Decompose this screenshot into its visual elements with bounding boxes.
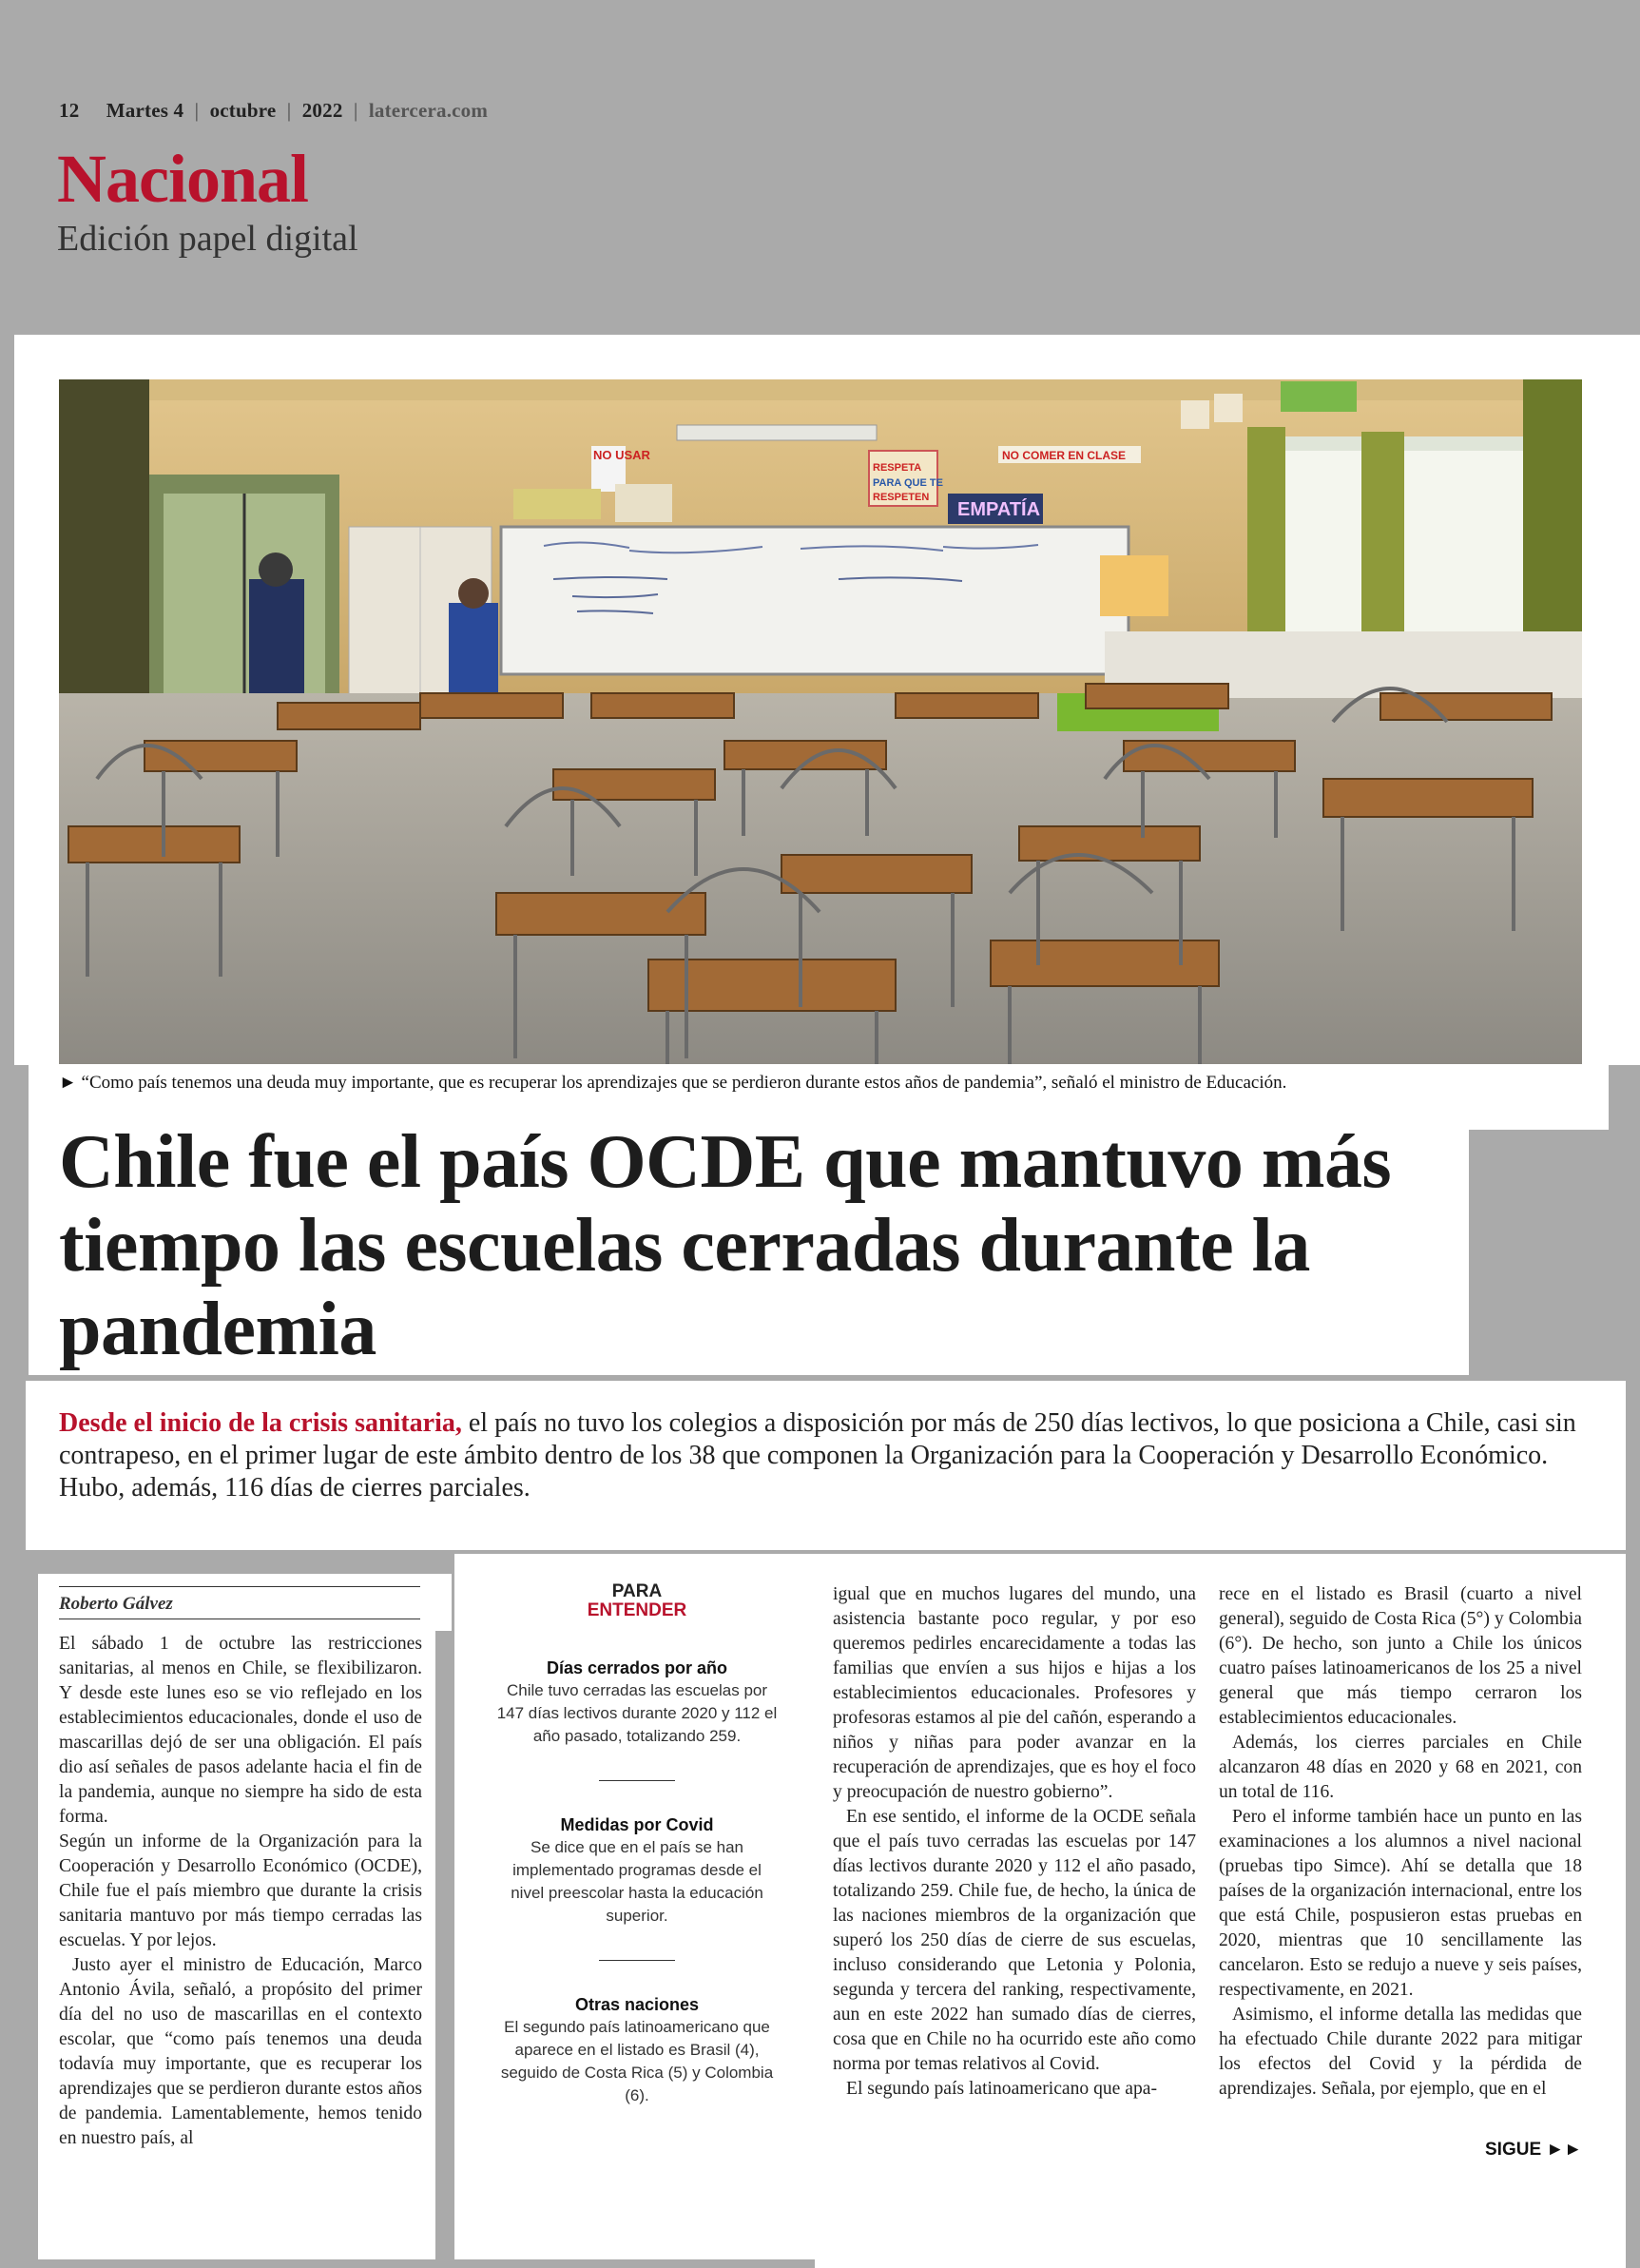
svg-text:PARA QUE TE: PARA QUE TE xyxy=(873,477,943,489)
para-entender-sidebar xyxy=(494,1582,780,2107)
svg-text:RESPETEN: RESPETEN xyxy=(873,492,930,503)
lede-text: el país no tuvo los colegios a disposición por más de 250 días lectivos, lo que posiciona a Chile, casi sin contrapeso, en el primer lugar de este ámbito dentro de los 38 que componen la Organización para la Cooperación y Desarrollo Económico. Hubo, además, 116 días de cierres parciales. xyxy=(59,1408,1576,1502)
paragraph: En ese sentido, el informe de la OCDE señala que el país tuvo cerradas las escuelas por 147 días lectivos durante 2020 y 112 el año pasado, totalizando 259. Chile fue, de hecho, la única de las naciones miembros de la organización que superó los 250 días de cierre de sus escuelas, incluso considerando que Letonia y Polonia, segunda y tercera del ranking, respectivamente, aun en este 2022 han sumado días de cierres, cosa que en Chile no ha ocurrido este año como norma por temas relativos al Covid. xyxy=(833,1807,1196,2074)
svg-text:NO COMER EN CLASE: NO COMER EN CLASE xyxy=(1002,449,1127,462)
sidebar-item-title: Días cerrados por año xyxy=(546,1658,728,1677)
paragraph: Pero el informe también hace un punto en las examinaciones a los alumnos a nivel nacional (pruebas tipo Simce). Ahí se detalla que 18 países de la organización internacional, entre los que está Chile, pospusieron estas pruebas en 2020, mientras que 10 sencillamente las cancelaron. Esto se redujo a nueve y seis países, respectivamente, en 2021. xyxy=(1219,1807,1582,2000)
paragraph: Según un informe de la Organización para la Cooperación y Desarrollo Económico (OCDE), Chile fue el país miembro que durante la crisis sanitaria mantuvo por más tiempo cerradas las escuelas. Y por lejos. xyxy=(59,1832,422,1950)
date-day: Martes 4 xyxy=(106,99,184,122)
sidebar-kicker-accent: ENTENDER xyxy=(587,1600,687,1620)
paragraph: Justo ayer el ministro de Educación, Marco Antonio Ávila, señaló, a propósito del primer día del no uso de mascarillas en el contexto escolar, que “como país tenemos una deuda todavía muy importante, que es recuperar los aprendizajes que se perdieron durante estos años de pandemia. Lamentablemente, hemos tenido en nuestro país, al xyxy=(59,1955,422,2148)
paragraph: igual que en muchos lugares del mundo, una asistencia bastante poco regular, y por eso queremos pedirles encarecidamente a todas las familias que envíen a sus hijos e hijas a los establecimientos educacionales. Profesores y profesoras estamos al pie del cañón, esperando a niños y niñas para poder avanzar en la recuperación de aprendizajes, que es hoy el foco y preocupación de nuestro gobierno”. xyxy=(833,1584,1196,1802)
divider xyxy=(599,1960,675,1961)
sidebar-item-text: Chile tuvo cerradas las escuelas por 147 días lectivos durante 2020 y 112 el año pasado, totalizando 259. xyxy=(496,1681,778,1745)
poster-no-usar: NO USAR xyxy=(593,448,650,462)
date-month: octubre xyxy=(209,99,277,122)
classroom-illustration xyxy=(59,379,1582,1064)
separator: | xyxy=(194,99,200,122)
separator: | xyxy=(353,99,358,122)
sidebar-item-text: El segundo país latinoamericano que aparece en el listado es Brasil (4), seguido de Costa Rica (5) y Colombia (6). xyxy=(500,2018,774,2104)
article-column-1 xyxy=(59,1632,422,2151)
edition-label: Edición papel digital xyxy=(57,219,358,259)
article-column-4 xyxy=(1219,1582,1582,2102)
author-byline: Roberto Gálvez xyxy=(59,1586,420,1619)
divider xyxy=(599,1780,675,1781)
page-number: 12 xyxy=(59,99,80,122)
svg-text:RESPETA: RESPETA xyxy=(873,462,922,474)
sidebar-item-title: Medidas por Covid xyxy=(560,1815,714,1834)
separator xyxy=(90,99,95,122)
poster-empatia: EMPATÍA xyxy=(957,499,1041,520)
classroom-photo xyxy=(59,379,1582,1064)
section-title: Nacional xyxy=(57,141,309,217)
article-lede xyxy=(59,1407,1580,1504)
lede-highlight: Desde el inicio de la crisis sanitaria, xyxy=(59,1408,462,1438)
paragraph: rece en el listado es Brasil (cuarto a nivel general), seguido de Costa Rica (5°) y Colombia (6°). De hecho, son junto a Chile los únicos cuatro países latinoamericanos de los 25 a nivel general que más tiempo cerraron los establecimientos educacionales. xyxy=(1219,1584,1582,1728)
article-column-3 xyxy=(833,1582,1196,2102)
sidebar-item-text: Se dice que en el país se han implementado programas desde el nivel preescolar hasta la educación superior. xyxy=(511,1838,763,1925)
photo-caption: ► “Como país tenemos una deuda muy importante, que es recuperar los aprendizajes que se perdieron durante estos años de pandemia”, señaló el ministro de Educación. xyxy=(59,1073,1287,1093)
paragraph: Asimismo, el informe detalla las medidas que ha efectuado Chile durante 2022 para mitigar los efectos del Covid y la pérdida de aprendizajes. Señala, por ejemplo, que en el xyxy=(1219,2005,1582,2099)
article-headline: Chile fue el país OCDE que mantuvo más tiempo las escuelas cerradas durante la pandemia xyxy=(59,1120,1392,1371)
sidebar-kicker: PARA xyxy=(611,1581,663,1601)
continue-link[interactable]: SIGUE ►► xyxy=(1485,2140,1583,2160)
paragraph: El sábado 1 de octubre las restricciones sanitarias, al menos en Chile, se flexibilizaron. Y desde este lunes eso se vio reflejado en los establecimientos educacionales, donde el uso de mascarillas dejó de ser una obligación. El país dio así señales de pasos adelante hacia el fin de la pandemia, aunque no siempre ha sido de esta forma. xyxy=(59,1634,422,1827)
paragraph: Además, los cierres parciales en Chile alcanzaron 48 días en 2020 y 68 en 2021, con un total de 116. xyxy=(1219,1733,1582,1802)
sidebar-item-title: Otras naciones xyxy=(574,1995,700,2014)
paragraph: El segundo país latinoamericano que apa- xyxy=(846,2079,1157,2099)
site-link[interactable]: latercera.com xyxy=(368,99,489,122)
date-year: 2022 xyxy=(301,99,343,122)
masthead xyxy=(59,99,488,123)
separator: | xyxy=(286,99,292,122)
